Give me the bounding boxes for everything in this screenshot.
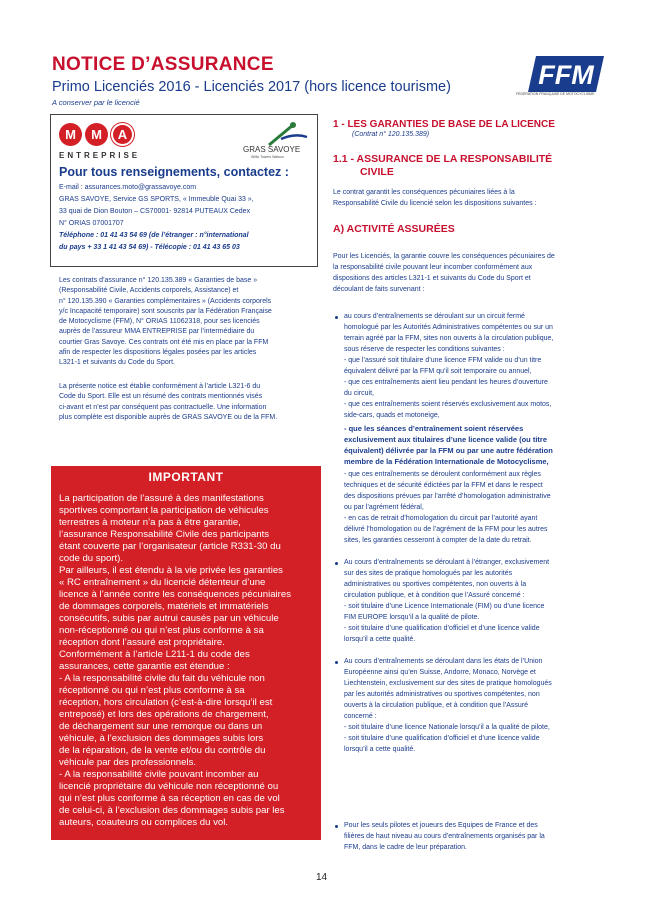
- important-line: auteurs, coauteurs ou complices du vol.: [59, 817, 229, 828]
- bullet: [335, 316, 338, 319]
- para-line: la responsabilité civile pouvant leur incomber conformément aux: [333, 264, 533, 271]
- bullet-2-line: lorsqu’il a cette qualité.: [344, 636, 416, 643]
- section-a-heading: A) ACTIVITÉ ASSURÉES: [333, 223, 455, 235]
- important-line: véhicule par des professionnels.: [59, 757, 197, 768]
- bullet-3-line: Au cours d’entraînements se déroulant dans les états de l’Union: [344, 658, 543, 665]
- important-line: réception dont l’assuré est propriétaire.: [59, 637, 225, 648]
- important-line: - A la responsabilité civile pouvant incomber au: [59, 769, 259, 780]
- bullet-3-line: - soit titulaire d’une licence Nationale lorsqu’il a la qualité de pilote,: [344, 724, 550, 731]
- bullet-2-line: - soit titulaire d’une Licence Internationale (FIM) ou d’une licence: [344, 603, 545, 610]
- bullet-1-line: side-cars, quads et motoneige,: [344, 412, 440, 419]
- bullet: [335, 825, 338, 828]
- important-line: de déchargement sur une remorque ou dans un: [59, 721, 263, 732]
- contact-orias: N° ORIAS 07001707: [59, 220, 124, 227]
- text-line: Code du Sport. Elle est un résumé des contrats mentionnés visés: [59, 393, 263, 401]
- important-line: l’assurance Responsabilité Civile des participants: [59, 529, 270, 540]
- important-line: de la réparation, de la vente et/ou du contrôle du: [59, 745, 266, 756]
- text-line: Les contrats d’assurance n° 120.135.389 « Garanties de base »: [59, 277, 258, 284]
- important-line: terrestres à moteur n’a pas à être garantie,: [59, 517, 241, 528]
- bullet-4-line: filières de haut niveau au cours d’entraînements organisés par la: [344, 833, 545, 840]
- important-line: entreposé) et lors des opérations de chargement,: [59, 709, 269, 720]
- mma-logo-m2: M: [85, 123, 108, 146]
- important-line: code du sport).: [59, 553, 123, 564]
- contact-email: E-mail : assurances.moto@grassavoye.com: [59, 184, 197, 191]
- contact-phone-2: du pays + 33 1 41 43 54 69) - Télécopie : 01 41 43 65 03: [59, 244, 240, 251]
- important-line: Par ailleurs, il est étendu à la vie privée les garanties: [59, 565, 283, 576]
- bullet-1-line: - que l’assuré soit titulaire d’une licence FFM valide ou d’un titre: [344, 357, 542, 364]
- section-1-contract: (Contrat n° 120.135.389): [352, 131, 430, 138]
- contact-box: [50, 114, 318, 267]
- page-number: 14: [316, 872, 328, 883]
- bullet-1-line: sites, les garanties cesseront à compter de la date du retrait.: [344, 537, 532, 544]
- text-line: La présente notice est établie conformément à l’article L321-6 du: [59, 383, 261, 390]
- important-line: - A la responsabilité civile du fait du véhicule non: [59, 673, 265, 684]
- section-1-heading: 1 - LES GARANTIES DE BASE DE LA LICENCE: [333, 119, 555, 130]
- important-line: assurances, cette garantie est étendue :: [59, 661, 230, 672]
- bullet-4-line: FFM, dans le cadre de leur préparation.: [344, 844, 467, 851]
- important-line: qui n’est plus conforme à sa réception en cas de vol: [59, 793, 280, 804]
- bullet-4-line: Pour les seuls pilotes et joueurs des Equipes de France et des: [344, 822, 538, 829]
- bullet-1-bold-line: équivalent) délivrée par la FFM ou par une autre fédération: [344, 446, 553, 455]
- para-line: découlant de faits survenant :: [333, 286, 425, 293]
- bullet-2-line: sur des sites de pratique homologués par les autorités: [344, 570, 513, 577]
- bullet-1-bold-line: membre de la Fédération Internationale de Motocyclisme,: [344, 457, 549, 466]
- keep-note: A conserver par le licencié: [52, 98, 140, 107]
- contact-address-1: GRAS SAVOYE, Service GS SPORTS, « Immeuble Quai 33 »,: [59, 196, 254, 203]
- ffm-logo-text: FFM: [538, 60, 594, 90]
- bullet-1-bold-line: - que les séances d’entraînement soient réservées: [344, 424, 524, 433]
- important-line: sportives comportant la participation de véhicules: [59, 505, 269, 516]
- important-line: de dommages corporels, matériels et immatériels: [59, 601, 269, 612]
- bullet-1-line: équivalent délivré par la FFM qu’il soit temporaire ou annuel,: [344, 368, 532, 375]
- bullet-1-line: des dispositions prévues par l’arrêté d’homologation administrative: [344, 493, 551, 500]
- important-line: étant couverte par l’organisateur (article R331-30 du: [59, 541, 281, 552]
- bullet-1-bold-line: exclusivement aux titulaires d’une licence valide (ou titre: [344, 435, 547, 444]
- para-line: dispositions des articles L321-1 et suivants du Code du Sport et: [333, 275, 531, 282]
- bullet-2-line: Au cours d’entraînements se déroulant à l’étranger, exclusivement: [344, 559, 550, 566]
- important-line: consécutifs, subis par autrui causés par un véhicule: [59, 613, 279, 624]
- text-line: L321-1 et suivants du Code du Sport.: [59, 359, 175, 367]
- bullet-3-line: lorsqu’il a cette qualité.: [344, 746, 416, 753]
- important-line: véhicule, à l’exclusion des dommages subis lors: [59, 733, 264, 744]
- bullet-3-line: Liechtenstein, exclusivement sur des sites de pratique homologués: [344, 680, 552, 687]
- text-line: ci-avant et n’est par conséquent pas contractuelle. Une information: [59, 403, 267, 411]
- gras-savoye-name: GRAS SAVOYE: [243, 145, 301, 154]
- important-box: [51, 466, 321, 840]
- text-line: (Responsabilité Civile, Accidents corporels, Assistance) et: [59, 287, 239, 295]
- bullet-1-line: au cours d’entraînements se déroulant sur un circuit fermé: [344, 313, 525, 320]
- bullet-1-line: - en cas de retrait d’homologation du circuit par l’autorité ayant: [344, 515, 538, 522]
- bullet: [335, 661, 338, 664]
- bullet-3-line: ouverts à la circulation publique, et à condition que l’Assuré: [344, 702, 529, 709]
- important-line: réceptionné ou qui n’est plus conforme à sa: [59, 685, 245, 696]
- bullet-3-line: concerné :: [344, 713, 377, 720]
- intro-line: Responsabilité Civile du licencié selon les dispositions suivantes :: [333, 200, 537, 207]
- bullet-2-line: - soit titulaire d’une qualification d’officiel et d’une licence valide: [344, 625, 540, 632]
- text-line: courtier Gras Savoye. Ces contrats ont été mis en place par la FFM: [59, 338, 269, 346]
- bullet-1-line: - que ces entraînements aient lieu pendant les heures d’ouverture: [344, 379, 548, 386]
- contracts-paragraph: [59, 276, 272, 369]
- intro-line: Le contrat garantit les conséquences pécuniaires liées à la: [333, 189, 515, 196]
- contact-address-2: 33 quai de Dion Bouton – CS70001- 92814 PUTEAUX Cedex: [59, 208, 251, 215]
- ffm-tagline: FÉDÉRATION FRANÇAISE DE MOTOCYCLISME: [516, 92, 595, 96]
- bullet-1-line: - que ces entraînements soient réservés exclusivement aux motos,: [344, 401, 552, 408]
- bullet-2-line: FIM EUROPE lorsqu’il a la qualité de pilote.: [344, 614, 480, 621]
- ffm-logo: [526, 54, 606, 94]
- section-1-1-heading-line1: 1.1 - ASSURANCE DE LA RESPONSABILITÉ: [333, 153, 553, 165]
- text-line: plus complète est disponible auprès de GRAS SAVOYE ou de la FFM.: [59, 413, 278, 421]
- bullet-2-line: administratives ou sportives compétentes, non ouverts à la: [344, 581, 527, 588]
- bullet-1-line: - que ces entraînements se déroulent conformément aux règles: [344, 471, 541, 478]
- important-title: IMPORTANT: [148, 470, 224, 484]
- bullet-1-line: terrain agréé par la FFM, sites non ouverts à la circulation publique,: [344, 335, 554, 342]
- bullet-1-line: techniques et de sécurité édictées par la FFM et dans le respect: [344, 482, 543, 489]
- bullet-2-line: circulation publique, et à condition que l’Assuré concerné :: [344, 592, 525, 599]
- bullet-3-line: - soit titulaire d’une qualification d’officiel et d’une licence valide: [344, 735, 540, 742]
- bullet-1-line: ou par l’agrément fédéral,: [344, 504, 424, 511]
- important-line: licencié propriétaire du véhicule non réceptionné ou: [59, 781, 279, 792]
- contact-phone-1: Téléphone : 01 41 43 54 69 (de l’étranger : n°international: [59, 232, 249, 239]
- bullet-1-line: sous réserve de respecter les conditions suivantes :: [344, 346, 505, 353]
- bullet-3-line: par les autorités administratives ou sportives compétentes, non: [344, 691, 540, 698]
- mma-logo-a: A: [111, 123, 134, 146]
- mma-logo-m1: M: [59, 123, 82, 146]
- para-line: Pour les Licenciés, la garantie couvre les conséquences pécuniaires de: [333, 253, 555, 260]
- bullet-3-line: Européenne ainsi qu’en Suisse, Andorre, Monaco, Norvège et: [344, 669, 536, 676]
- text-line: de Motocyclisme (FFM), N° ORIAS 11062318, pour ses licenciés: [59, 318, 260, 326]
- important-line: licence à l’année contre les conséquences pécuniaires: [59, 589, 291, 600]
- text-line: y/c Incapacité temporaire) sont souscrits par la Fédération Française: [59, 307, 272, 315]
- bullet-1-line: homologué par les Autorités Administratives compétentes ou sur un: [344, 324, 553, 331]
- important-line: « RC entraînement » du licencié détenteur d’une: [59, 577, 266, 588]
- important-line: non-réceptionné ou qui n’est plus conforme à sa: [59, 625, 264, 636]
- contact-heading: Pour tous renseignements, contactez :: [59, 165, 289, 179]
- bullet-1-line: du circuit,: [344, 390, 374, 397]
- important-line: Conformément à l’article L211-1 du code des: [59, 649, 250, 660]
- important-line: La participation de l’assuré à des manifestations: [59, 493, 264, 504]
- mma-entreprise-label: ENTREPRISE: [59, 151, 141, 160]
- bullet: [335, 562, 338, 565]
- page-title: NOTICE D’ASSURANCE: [52, 54, 274, 75]
- text-line: afin de respecter les dispositions légales posées par les articles: [59, 349, 257, 357]
- gras-savoye-sub: Willis Towers Watson: [251, 155, 284, 159]
- page-subtitle: Primo Licenciés 2016 - Licenciés 2017 (hors licence tourisme): [52, 79, 451, 95]
- text-line: n° 120.135.390 « Garanties complémentaires » (Accidents corporels: [59, 297, 272, 305]
- notice-paragraph: [59, 382, 277, 423]
- section-1-1-heading-line2: CIVILE: [360, 166, 394, 178]
- bullet-1-line: délivré l’homologation ou de l’agrément de la FFM pour les autres: [344, 526, 548, 533]
- important-line: réception, hors circulation (c’est-à-dire lorsqu’il est: [59, 697, 273, 708]
- important-line: de celui-ci, à l’exclusion des dommages subis par les: [59, 805, 285, 816]
- text-line: auprès de l’assureur MMA ENTREPRISE par l’intermédiaire du: [59, 328, 255, 336]
